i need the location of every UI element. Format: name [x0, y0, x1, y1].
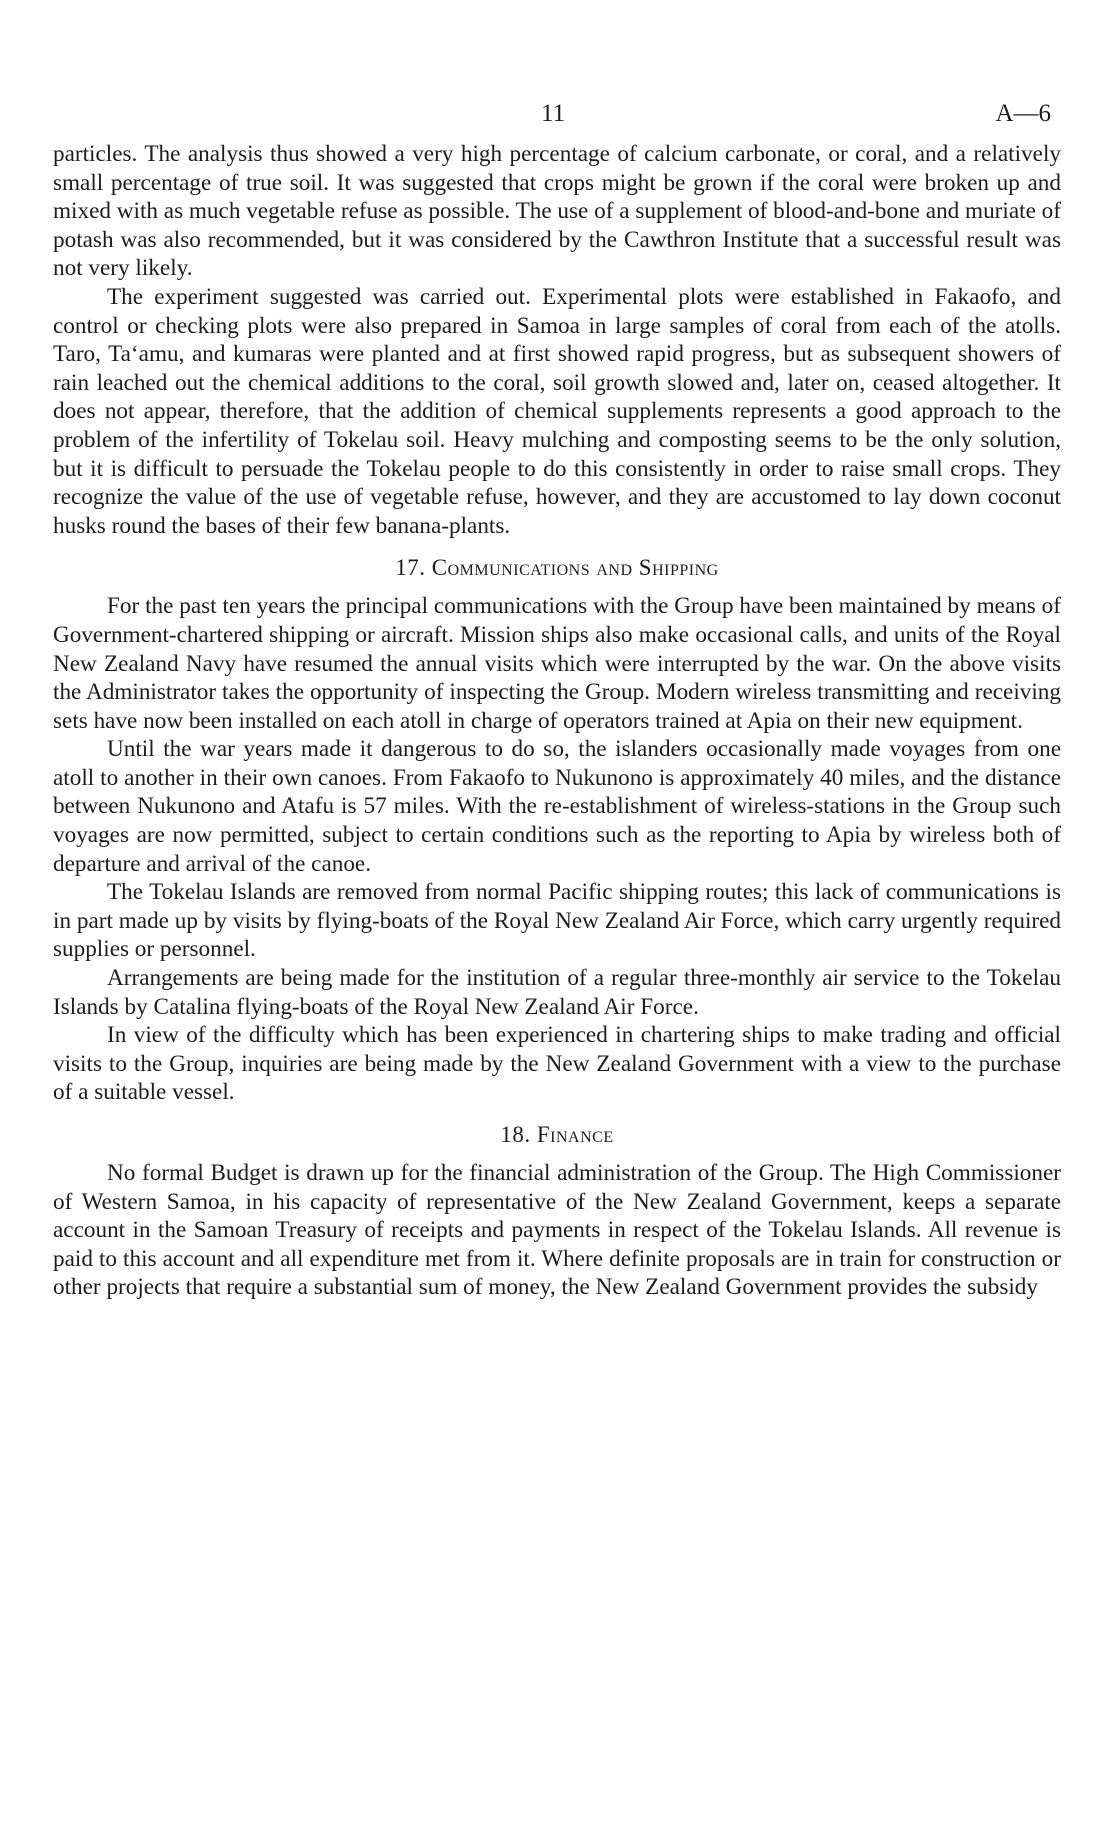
paragraph-vessel-purchase: In view of the difficulty which has been experienced in chartering ships to make trading and official visits to the Group, inquiries are being made by the New Zealand Government with a view to the purchase of a suitable vessel. — [53, 1022, 1061, 1106]
section-heading-communications: 17. Communications and Shipping — [395, 555, 719, 581]
paragraph-continuation: particles. The analysis thus showed a very high percentage of calcium carbonate, or coral, and a relatively small percentage of true soil. It was suggested that crops might be grown if the coral were broken up and mixed with as much vegetable refuse as possible. The use of a supplement of blood-and-bone and muriate of potash was also recommended, but it was considered by the Cawthron Institute that a successful result was not very likely. — [53, 141, 1061, 282]
page-number: 11 — [541, 100, 566, 127]
paragraph-shipping-routes: The Tokelau Islands are removed from normal Pacific shipping routes; this lack of communications is in part made up by visits by flying-boats of the Royal New Zealand Air Force, which carry urgently required supplies or personnel. — [53, 879, 1061, 963]
paragraph-experiment: The experiment suggested was carried out. Experimental plots were established in Fakaofo, and control or checking plots were also prepared in Samoa in large samples of coral from each of the atolls. Taro, Ta‘amu, and kumaras were planted and at first showed rapid progress, but as subsequent showers of rain leached out the chemical additions to the coral, soil growth slowed and, later on, ceased altogether. It does not appear, therefore, that the addition of chemical supplements represents a good approach to the problem of the infertility of Tokelau soil. Heavy mulching and composting seems to be the only solution, but it is difficult to persuade the Tokelau people to do this consistently in order to raise small crops. They recognize the value of the use of vegetable refuse, however, and they are accustomed to lay down coconut husks round the bases of their few banana-plants. — [53, 283, 1061, 539]
document-reference: A—6 — [995, 100, 1051, 127]
document-page — [53, 100, 1061, 1302]
paragraph-canoe-voyages: Until the war years made it dangerous to do so, the islanders occasionally made voyages from one atoll to another in their own canoes. From Fakaofo to Nukunono is approximately 40 miles, and the distance between Nukunono and Atafu is 57 miles. With the re-establishment of wireless-stations in the Group such voyages are now permitted, subject to certain conditions such as the reporting to Apia by wireless both of departure and arrival of the canoe. — [53, 736, 1061, 877]
paragraph-air-service: Arrangements are being made for the institution of a regular three-monthly air service to the Tokelau Islands by Catalina flying-boats of the Royal New Zealand Air Force. — [53, 965, 1061, 1020]
page-header — [53, 100, 1061, 140]
section-heading-finance: 18. Finance — [500, 1122, 614, 1147]
paragraph-communications: For the past ten years the principal communications with the Group have been maintained by means of Government-chartered shipping or aircraft. Mission ships also make occasional calls, and units of the Royal New Zealand Navy have resumed the annual visits which were interrupted by the war. On the above visits the Administrator takes the opportunity of inspecting the Group. Modern wireless transmitting and receiving sets have now been installed on each atoll in charge of operators trained at Apia on their new equipment. — [53, 593, 1061, 734]
paragraph-finance: No formal Budget is drawn up for the financial administration of the Group. The High Commissioner of Western Samoa, in his capacity of representative of the New Zealand Government, keeps a separate account in the Samoan Treasury of receipts and payments in respect of the Tokelau Islands. All revenue is paid to this account and all expenditure met from it. Where definite proposals are in train for construction or other projects that require a substantial sum of money, the New Zealand Government provides the subsidy — [53, 1160, 1061, 1301]
